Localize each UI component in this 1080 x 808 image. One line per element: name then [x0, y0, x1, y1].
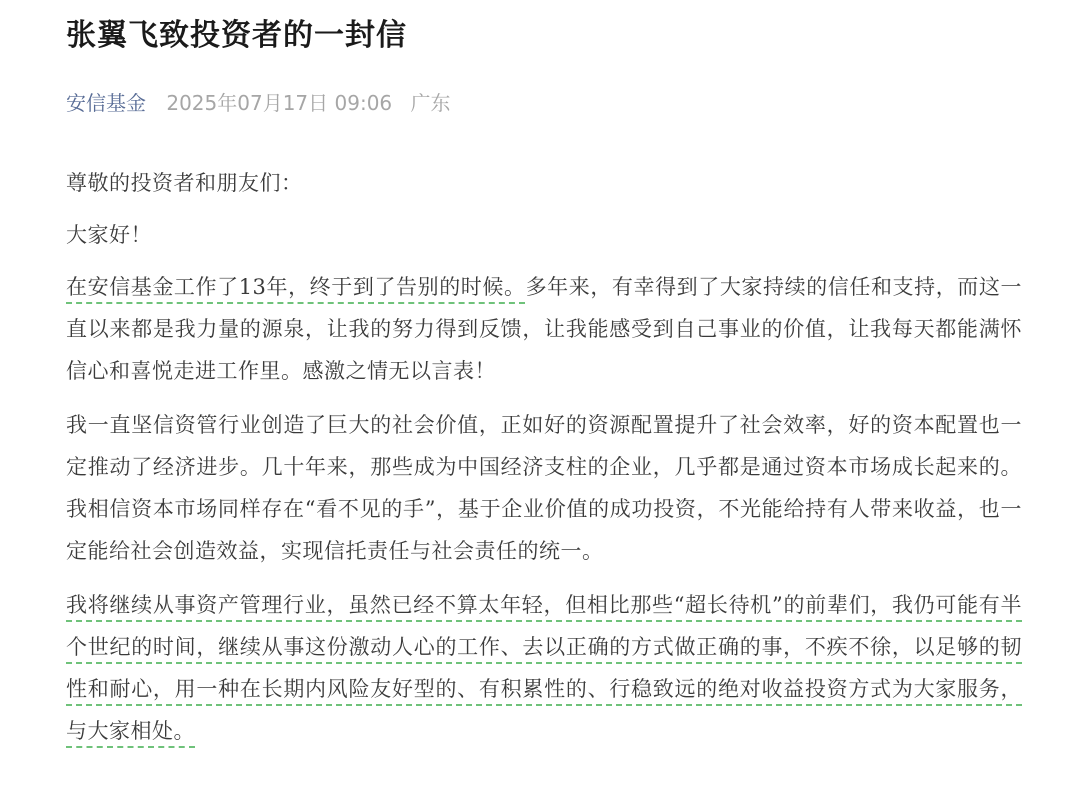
article-title: 张翼飞致投资者的一封信 — [66, 18, 407, 53]
hello-paragraph: 大家好！ — [66, 223, 152, 247]
paragraph-farewell — [66, 266, 1022, 392]
paragraph-farewell-rest: 多年来，有幸得到了大家持续的信任和支持，而这一直以来都是我力量的源泉，让我的努力得到反馈，让我能感受到自己事业的价值，让我每天都能满怀信心和喜悦走进工作里。感激之情无以言表！ — [66, 275, 1022, 383]
greeting-paragraph: 尊敬的投资者和朋友们： — [66, 171, 303, 195]
highlighted-sentence[interactable]: 在安信基金工作了13年，终于到了告别的时候。 — [66, 275, 526, 299]
author-link[interactable]: 安信基金 — [66, 91, 146, 115]
article-meta — [66, 88, 1022, 118]
publish-time: 2025年07月17日 09:06 — [166, 91, 393, 115]
paragraph-future-plan[interactable]: 我将继续从事资产管理行业，虽然已经不算太年轻，但相比那些“超长待机”的前辈们，我仍可能有半个世纪的时间，继续从事这份激动人心的工作、去以正确的方式做正确的事，不疾不徐，以足够的韧性和耐心，用一种在长期内风险友好型的、有积累性的、行稳致远的绝对收益投资方式为大家服务，与大家相处。 — [66, 593, 1022, 743]
paragraph-industry-value: 我一直坚信资管行业创造了巨大的社会价值，正如好的资源配置提升了社会效率，好的资本配置也一定推动了经济进步。几十年来，那些成为中国经济支柱的企业，几乎都是通过资本市场成长起来的。我相信资本市场同样存在“看不见的手”，基于企业价值的成功投资，不光能给持有人带来收益，也一定能给社会创造效益，实现信托责任与社会责任的统一。 — [66, 413, 1022, 563]
article-body — [66, 162, 1022, 752]
publish-location: 广东 — [410, 91, 451, 115]
